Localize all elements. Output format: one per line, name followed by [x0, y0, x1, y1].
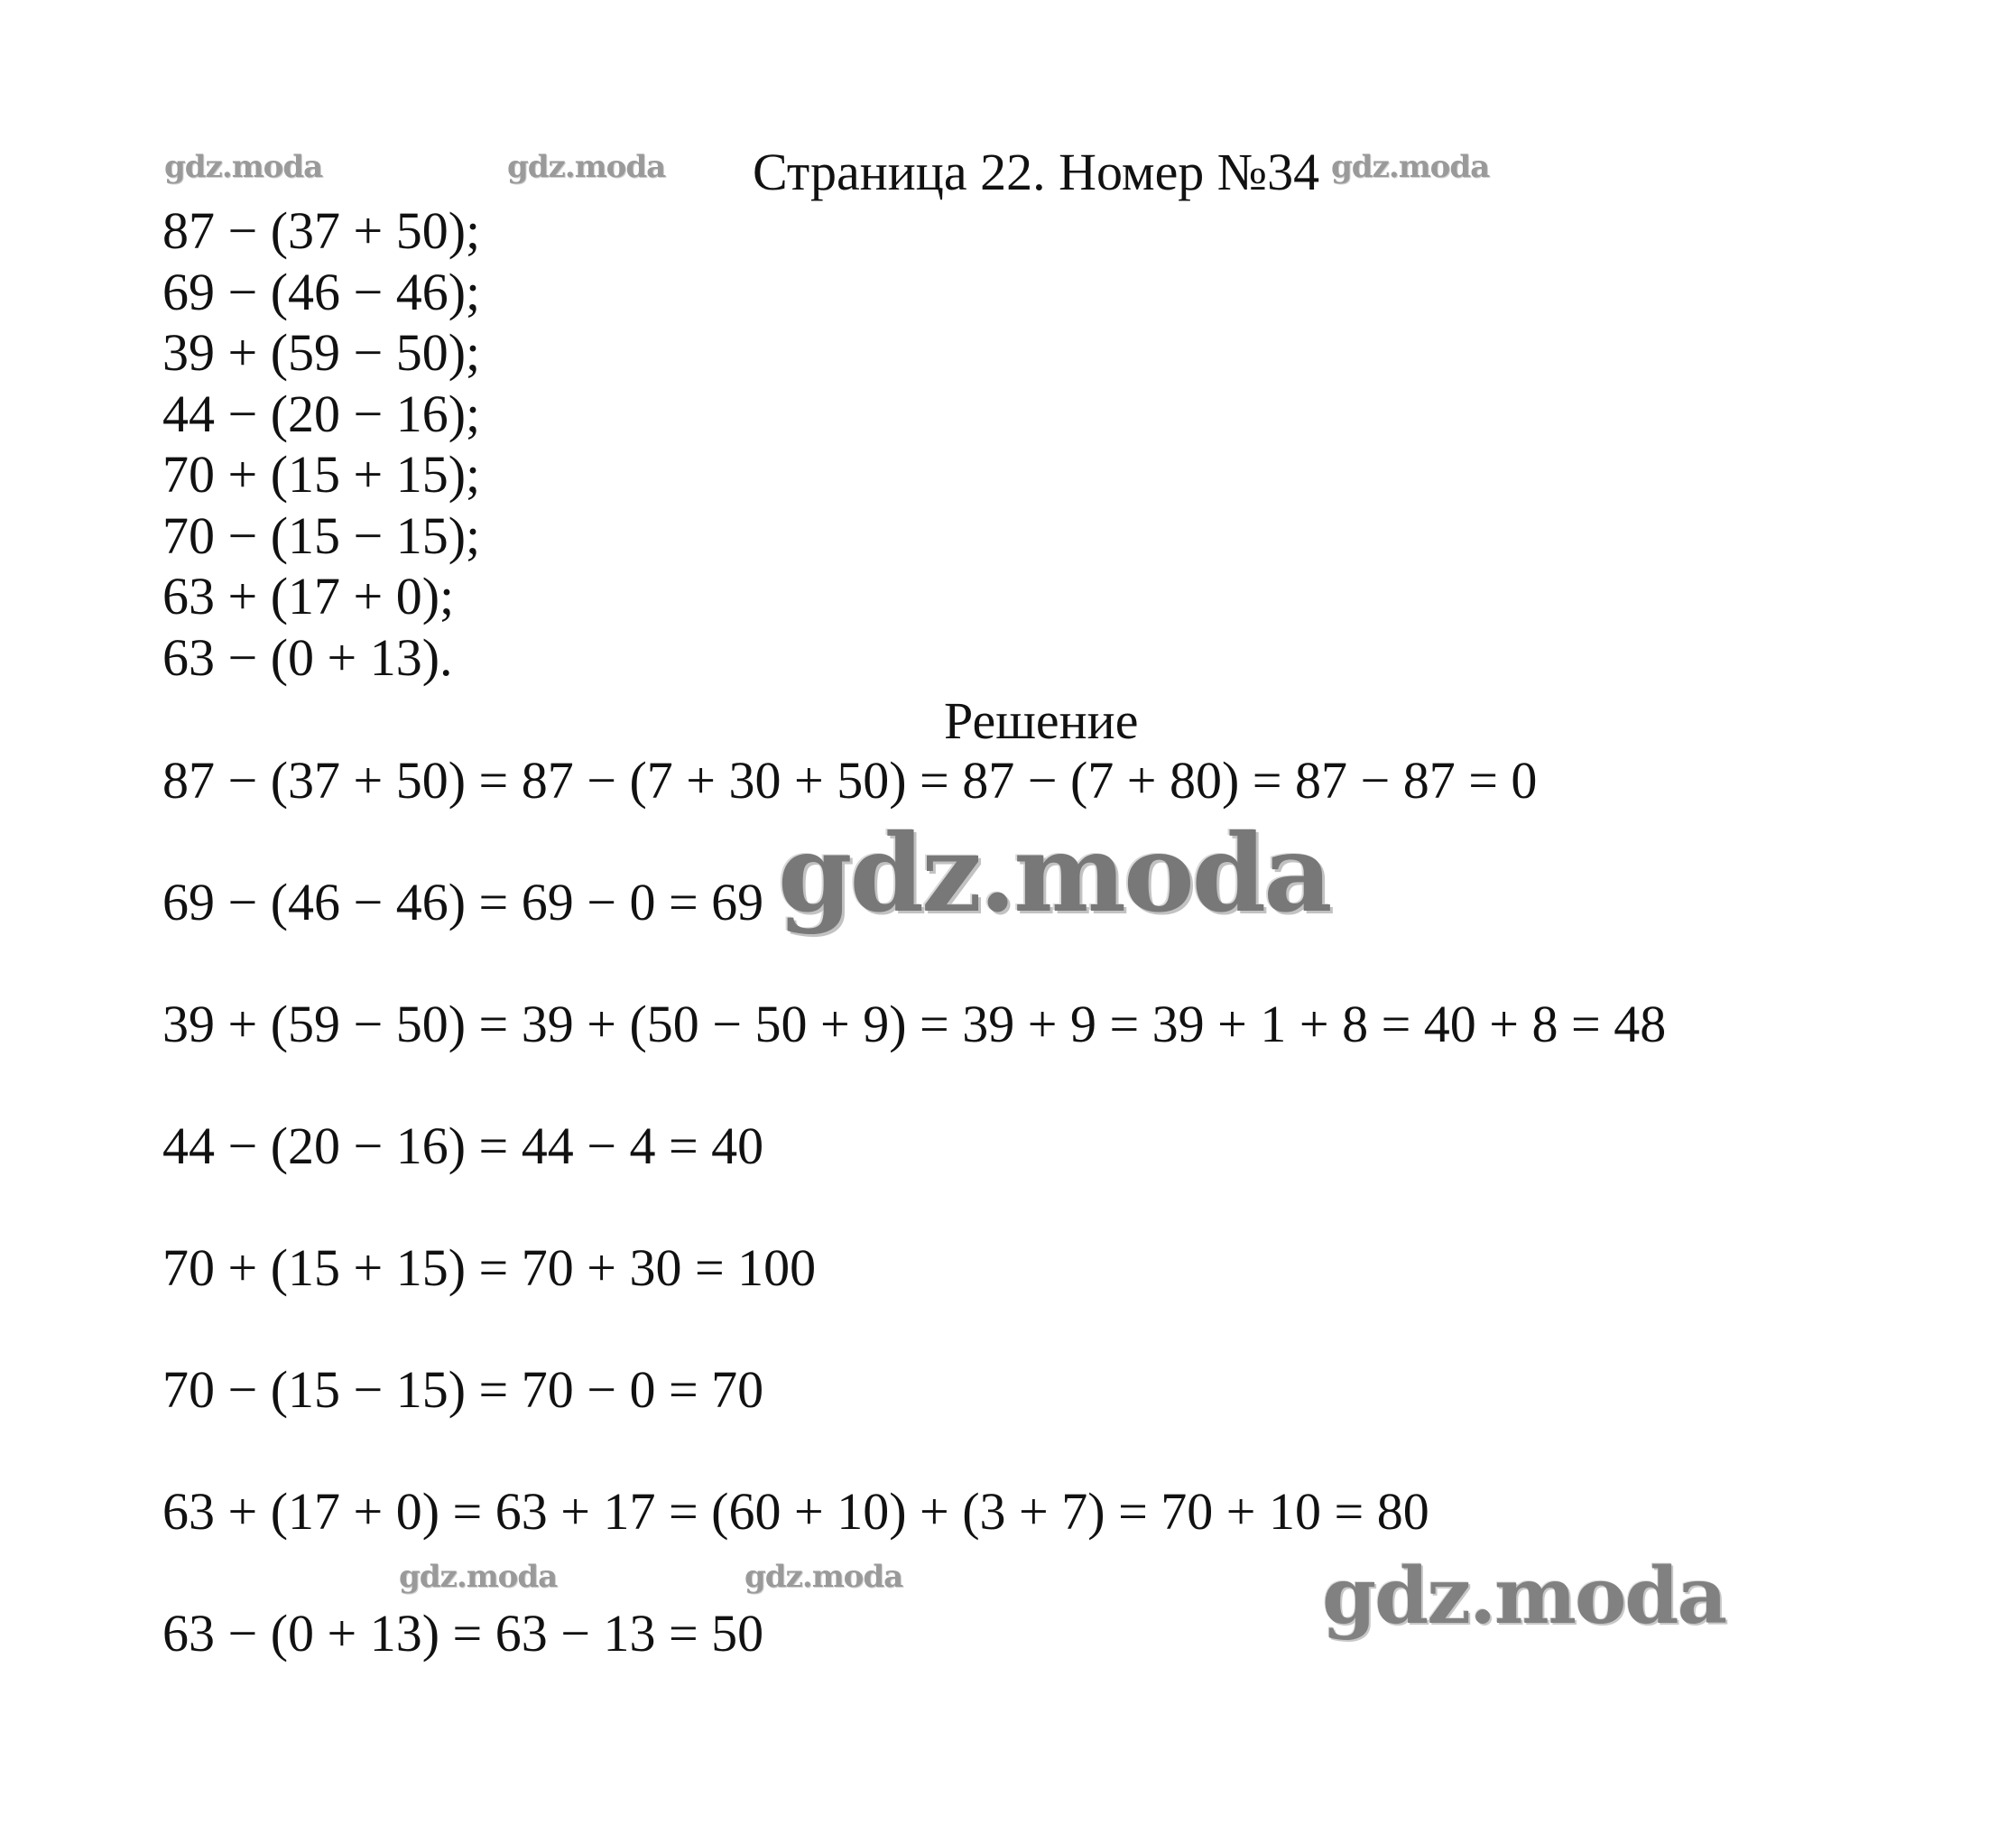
solution-line: 44 − (20 − 16) = 44 − 4 = 40 — [162, 1116, 764, 1175]
solution-line: 39 + (59 − 50) = 39 + (50 − 50 + 9) = 39 + 9 = 39 + 1 + 8 = 40 + 8 = 48 — [162, 995, 1667, 1053]
task-expression: 70 − (15 − 15); — [162, 505, 481, 565]
watermark: gdz.moda — [507, 149, 666, 185]
solution-line: 70 − (15 − 15) = 70 − 0 = 70 — [162, 1360, 764, 1419]
task-list — [162, 200, 480, 688]
task-expression: 70 + (15 + 15); — [162, 445, 481, 504]
task-expression: 63 + (17 + 0); — [162, 567, 455, 625]
task-expression: 63 − (0 + 13). — [162, 627, 453, 687]
task-expression: 87 − (37 + 50); — [162, 201, 481, 260]
solution-line: 63 − (0 + 13) = 63 − 13 = 50 — [162, 1604, 764, 1663]
solution-line: 63 + (17 + 0) = 63 + 17 = (60 + 10) + (3 + 7) = 70 + 10 = 80 — [162, 1482, 1429, 1541]
task-expression: 39 + (59 − 50); — [162, 323, 481, 382]
solution-line: 70 + (15 + 15) = 70 + 30 = 100 — [162, 1238, 817, 1297]
task-expression: 69 − (46 − 46); — [162, 262, 481, 321]
task-expression: 44 − (20 − 16); — [162, 384, 481, 443]
watermark: gdz.moda — [164, 149, 323, 185]
watermark: gdz.moda — [744, 1559, 903, 1595]
watermark-large: gdz.moda — [778, 811, 1330, 936]
watermark-medium: gdz.moda — [1322, 1551, 1726, 1642]
watermark: gdz.moda — [399, 1559, 558, 1595]
solution-line: 87 − (37 + 50) = 87 − (7 + 30 + 50) = 87 − (7 + 80) = 87 − 87 = 0 — [162, 751, 1538, 810]
page-title: Страница 22. Номер №34 — [753, 143, 1320, 201]
watermark: gdz.moda — [1331, 149, 1490, 185]
solution-heading: Решение — [944, 691, 1139, 750]
solution-line: 69 − (46 − 46) = 69 − 0 = 69 — [162, 873, 764, 931]
